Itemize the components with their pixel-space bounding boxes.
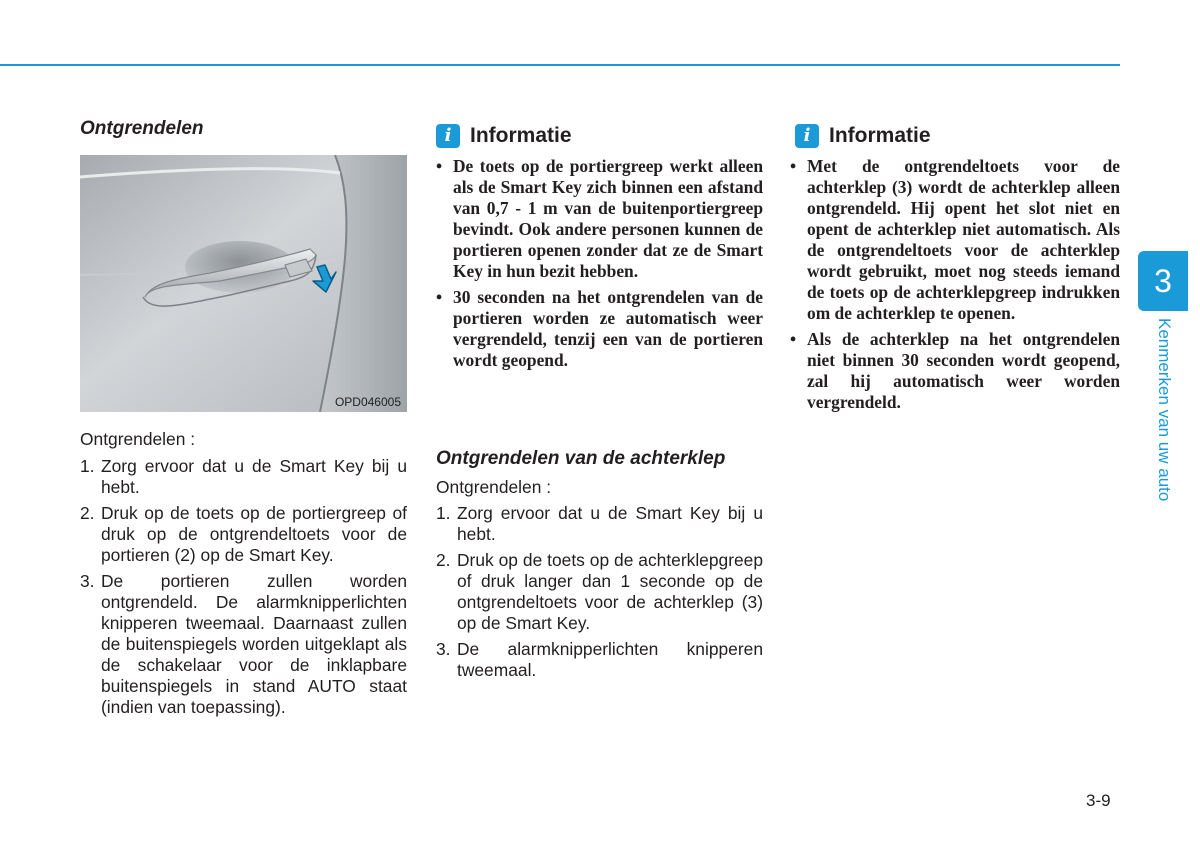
car-door-handle-illustration [80,155,407,412]
info-text: Als de achterklep na het ontgrendelen niet binnen 30 seconden wordt geopend, zal hij automatisch weer worden vergrendeld. [807,329,1120,412]
bullet: • [436,156,443,176]
info-list [436,156,763,376]
list-item [80,571,407,718]
bullet: • [790,156,797,176]
unlock-steps [80,456,407,723]
intro-text: Ontgrendelen : [436,477,552,497]
page-number: 3-9 [1086,791,1111,810]
info-heading [795,124,931,148]
step-number: 1. [436,503,451,523]
info-icon: i [436,124,460,148]
chapter-tab: 3 [1138,251,1188,311]
info-text: 30 seconden na het ontgrendelen van de portieren worden ze automatisch weer vergrendeld, tenzij een van de portieren wordt geopend. [453,287,763,370]
info-title: Informatie [829,124,931,147]
list-item [790,329,1120,413]
step-text: Zorg ervoor dat u de Smart Key bij u hebt. [101,456,407,497]
info-list [790,156,1120,418]
door-handle-figure [80,155,407,412]
list-item [436,550,763,634]
info-text: Met de ontgrendeltoets voor de achterklep (3) wordt de achterklep alleen ontgrendeld. Hij opent het slot niet en opent de achterklep niet automatisch. Als de ontgrendeltoets voor de achterklep wordt gebruikt, moet nog steeds iemand de toets op de achterklepgreep indrukken om de achterklep te openen. [807,156,1120,323]
bullet: • [790,329,797,349]
list-item [80,456,407,498]
step-number: 2. [80,503,95,523]
step-text: Zorg ervoor dat u de Smart Key bij u hebt. [457,503,763,544]
section-heading-tailgate: Ontgrendelen van de achterklep [436,448,726,469]
list-item [436,156,763,282]
section-heading-unlock: Ontgrendelen [80,118,204,139]
step-number: 3. [80,571,95,591]
step-text: Druk op de toets op de achterklepgreep of druk langer dan 1 seconde op de ontgrendeltoets voor de achterklep (3) op de Smart Key. [457,550,763,633]
info-heading [436,124,572,148]
list-item [436,287,763,371]
intro-text: Ontgrendelen : [80,429,196,449]
step-number: 2. [436,550,451,570]
tailgate-steps [436,503,763,686]
step-text: Druk op de toets op de portiergreep of druk op de ontgrendeltoets voor de portieren (2) op de Smart Key. [101,503,407,565]
header-rule [0,64,1120,66]
figure-code: OPD046005 [334,395,401,409]
step-text: De alarmknipperlichten knipperen tweemaal. [457,639,763,680]
step-number: 1. [80,456,95,476]
info-title: Informatie [470,124,572,147]
list-item [80,503,407,566]
info-icon: i [795,124,819,148]
info-text: De toets op de portiergreep werkt alleen als de Smart Key zich binnen een afstand van 0,7 - 1 m van de buitenportiergreep bevindt. Ook andere personen kunnen de portieren openen zonder dat ze de Smart Key in hun bezit hebben. [453,156,763,281]
list-item [790,156,1120,324]
list-item [436,639,763,681]
step-number: 3. [436,639,451,659]
step-text: De portieren zullen worden ontgrendeld. De alarmknipperlichten knipperen tweemaal. Daarnaast zullen de buitenspiegels worden uitgeklapt als de schakelaar voor de inklapbare buitenspiegels in stand AUTO staat (indien van toepassing). [101,571,407,717]
list-item [436,503,763,545]
bullet: • [436,287,443,307]
chapter-title: Kenmerken van uw auto [1155,318,1174,502]
